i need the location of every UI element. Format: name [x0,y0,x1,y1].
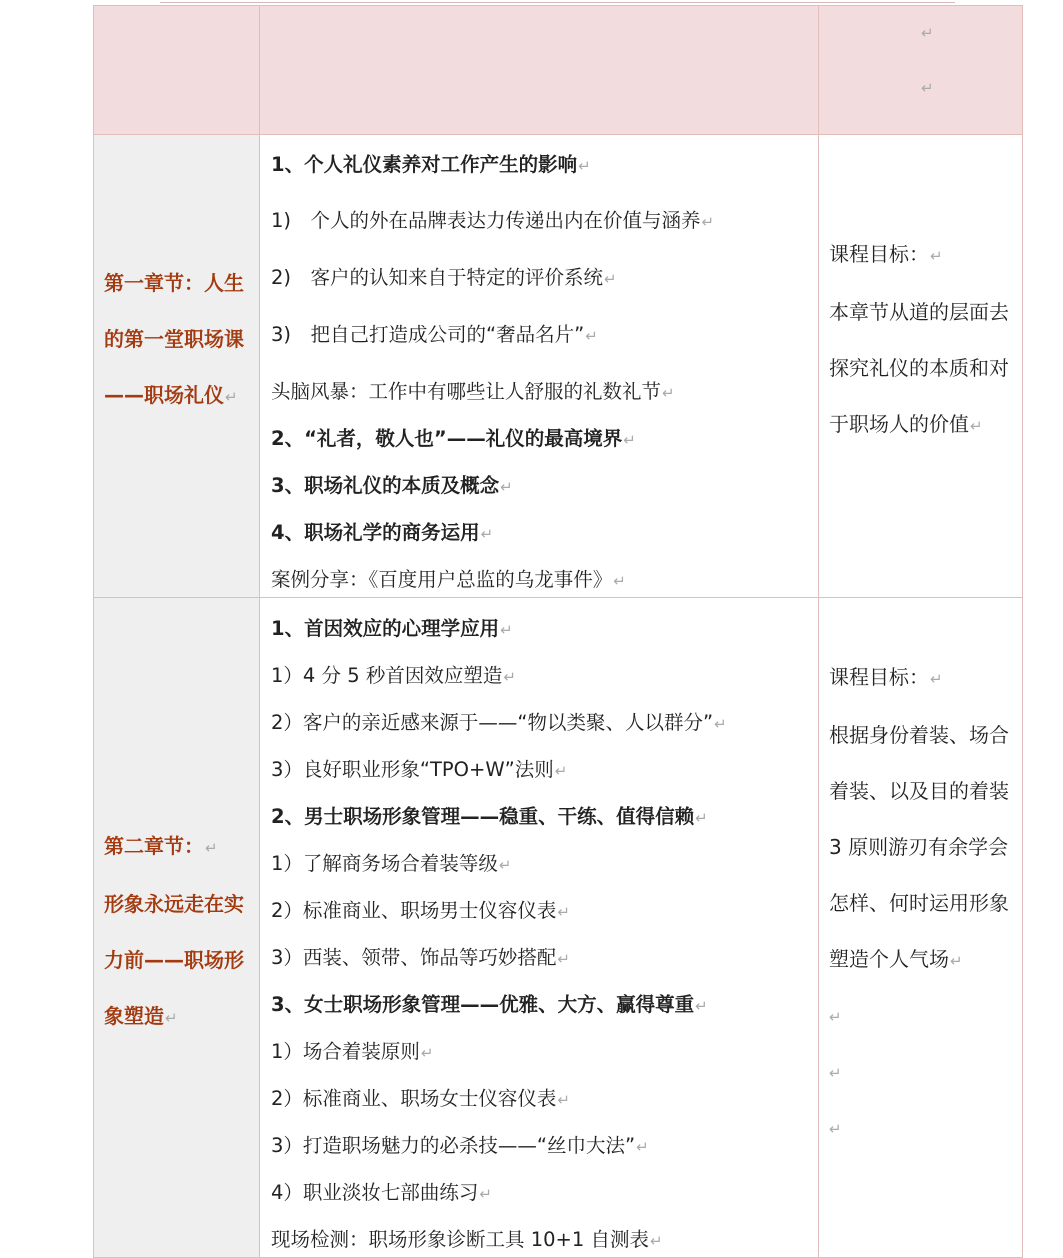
content-cell [260,135,819,598]
table-header-row [94,6,1023,135]
paragraph-mark: ↵ [829,1120,842,1138]
list-item: 3、女士职场形象管理——优雅、大方、赢得尊重↵ [271,993,708,1016]
course-outline-table [93,5,1023,1258]
list-item: 3、职场礼仪的本质及概念↵ [271,474,513,497]
list-item: 头脑风暴：工作中有哪些让人舒服的礼数礼节↵ [271,380,675,403]
list-item: 1、个人礼仪素养对工作产生的影响↵ [271,153,591,176]
paragraph-mark: ↵ [829,1008,842,1026]
list-item: 3）西装、领带、饰品等巧妙搭配↵ [271,946,570,969]
header-cell-goal [819,6,1023,135]
paragraph-mark: ↵ [921,24,934,42]
list-item: 3) 把自己打造成公司的“奢品名片”↵ [271,323,598,346]
list-item: 1）场合着装原则↵ [271,1040,434,1063]
list-item: 1) 个人的外在品牌表达力传递出内在价值与涵养↵ [271,209,715,232]
list-item: 现场检测：职场形象诊断工具 10+1 自测表↵ [271,1228,663,1251]
list-item: 3）良好职业形象“TPO+W”法则↵ [271,758,568,781]
list-item: 1）了解商务场合着装等级↵ [271,852,512,875]
list-item: 2、男士职场形象管理——稳重、干练、值得信赖↵ [271,805,708,828]
list-item: 4、职场礼学的商务运用↵ [271,521,494,544]
top-rule [160,2,955,3]
header-cell-chapter [94,6,260,135]
list-item: 2）标准商业、职场男士仪容仪表↵ [271,899,570,922]
chapter-cell [94,135,260,598]
goal-label: 课程目标：↵ [829,242,943,266]
goal-text: 本章节从道的层面去探究礼仪的本质和对于职场人的价值↵ [829,300,1009,436]
content-cell [260,598,819,1258]
list-item: 案例分享：《百度用户总监的乌龙事件》↵ [271,568,626,591]
list-item: 3）打造职场魅力的必杀技——“丝巾大法”↵ [271,1134,649,1157]
list-item: 2）客户的亲近感来源于——“物以类聚、人以群分”↵ [271,711,727,734]
list-item: 1）4 分 5 秒首因效应塑造↵ [271,664,516,687]
paragraph-mark: ↵ [829,1064,842,1082]
goal-text: 根据身份着装、场合着装、以及目的着装 3 原则游刃有余学会怎样、何时运用形象塑造个人气场↵ [829,723,1009,971]
chapter-cell [94,598,260,1258]
chapter-title: 第二章节：↵ 形象永远走在实力前——职场形象塑造↵ [104,834,244,1028]
header-cell-content [260,6,819,135]
chapter-title: 第一章节：人生的第一堂职场课——职场礼仪↵ [104,271,244,407]
list-item: 2）标准商业、职场女士仪容仪表↵ [271,1087,570,1110]
list-item: 2) 客户的认知来自于特定的评价系统↵ [271,266,617,289]
list-item: 2、“礼者，敬人也”——礼仪的最高境界↵ [271,427,636,450]
paragraph-mark: ↵ [921,79,934,97]
list-item: 1、首因效应的心理学应用↵ [271,617,513,640]
goal-cell [819,598,1023,1258]
goal-cell [819,135,1023,598]
goal-label: 课程目标：↵ [829,665,943,689]
chapter-row-1 [94,135,1023,598]
list-item: 4）职业淡妆七部曲练习↵ [271,1181,492,1204]
chapter-row-2 [94,598,1023,1258]
